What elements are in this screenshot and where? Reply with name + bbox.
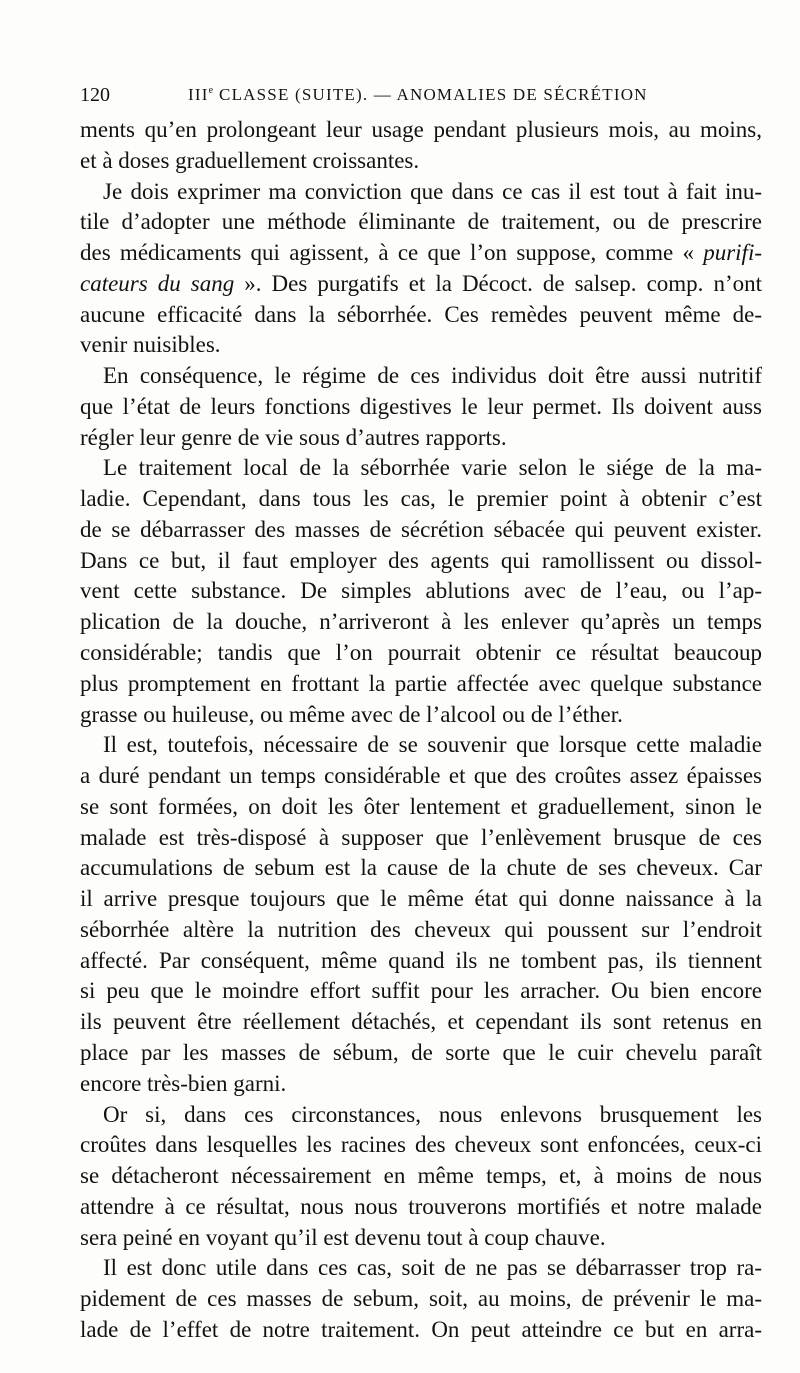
text-segment: Il est donc utile dans ces cas, soit de ne pas se débarrasser trop ra-: [103, 1255, 762, 1281]
text-line: [80, 576, 762, 607]
text-segment: des médicaments qui agissent, à ce que l’on suppose, comme «: [80, 240, 704, 266]
text-line: [80, 1192, 762, 1223]
text-segment: aucune efficacité dans la séborrhée. Ces remèdes peuvent même de-: [80, 301, 762, 327]
text-line: [80, 453, 762, 484]
text-segment: sera peiné en voyant qu’il est devenu tout à coup chauve.: [80, 1224, 606, 1250]
text-segment: ils peuvent être réellement détachés, et cependant ils sont retenus en: [80, 1009, 762, 1035]
text-segment: accumulations de sebum est la cause de la chute de ses cheveux. Car: [80, 855, 762, 881]
text-segment: En conséquence, le régime de ces individus doit être aussi nutritif: [103, 363, 762, 389]
text-line: [80, 669, 762, 700]
text-line: [80, 546, 762, 577]
text-segment: ». Des purgatifs et la Décoct. de salsep. comp. n’ont: [234, 270, 762, 296]
text-line: [80, 423, 762, 454]
text-line: [80, 853, 762, 884]
text-segment: affecté. Par conséquent, même quand ils ne tombent pas, ils tiennent: [80, 947, 762, 973]
text-segment: grasse ou huileuse, ou même avec de l’alcool ou de l’éther.: [80, 701, 623, 727]
text-segment: si peu que le moindre effort suffit pour les arracher. Ou bien encore: [80, 978, 762, 1004]
paragraph: [80, 1100, 762, 1254]
running-head-class-suffix: e: [208, 85, 214, 96]
text-line: [80, 1007, 762, 1038]
text-line: [80, 1284, 762, 1315]
text-line: [80, 361, 762, 392]
text-segment: place par les masses de sébum, de sorte que le cuir chevelu paraît: [80, 1039, 762, 1065]
text-line: [80, 638, 762, 669]
text-line: [80, 792, 762, 823]
paragraph: [80, 361, 762, 453]
text-segment: Or si, dans ces circonstances, nous enlevons brusquement les: [103, 1101, 762, 1127]
text-segment: et à doses graduellement croissantes.: [80, 147, 420, 173]
text-segment: séborrhée altère la nutrition des cheveux qui poussent sur l’endroit: [80, 916, 762, 942]
text-line: [80, 1161, 762, 1192]
text-line: [80, 1038, 762, 1069]
text-segment: que l’état de leurs fonctions digestives le leur permet. Ils doivent auss: [80, 393, 762, 419]
text-segment: vent cette substance. De simples ablutions avec de l’eau, ou l’ap-: [80, 578, 762, 604]
text-segment: a duré pendant un temps considérable et que des croûtes assez épaisses: [80, 763, 762, 789]
text-line: [80, 515, 762, 546]
running-head-class-numeral: III: [188, 85, 209, 104]
paragraph: [80, 1253, 762, 1345]
text-segment: plus promptement en frottant la partie affectée avec quelque substance: [80, 670, 762, 696]
paragraph: [80, 453, 762, 730]
text-segment: il arrive presque toujours que le même état qui donne naissance à la: [80, 886, 762, 912]
text-segment: malade est très-disposé à supposer que l’enlèvement brusque de ces: [80, 824, 762, 850]
text-line: [80, 1069, 762, 1100]
body-text: [80, 115, 762, 1346]
text-segment: venir nuisibles.: [80, 332, 221, 358]
text-line: [80, 269, 762, 300]
text-segment: croûtes dans lesquelles les racines des cheveux sont enfoncées, ceux-ci: [80, 1132, 762, 1158]
text-line: [80, 1253, 762, 1284]
text-line: [80, 330, 762, 361]
text-segment: ments qu’en prolongeant leur usage pendant plusieurs mois, au moins,: [80, 117, 762, 142]
paragraph: [80, 115, 762, 177]
text-line: [80, 884, 762, 915]
text-segment: Il est, toutefois, nécessaire de se souvenir que lorsque cette maladie: [103, 732, 762, 758]
paragraph: [80, 177, 762, 362]
text-line: [80, 146, 762, 177]
text-line: [80, 823, 762, 854]
text-line: [80, 1100, 762, 1131]
text-line: [80, 1130, 762, 1161]
italic-text: purifi-: [703, 240, 762, 266]
text-segment: Je dois exprimer ma conviction que dans ce cas il est tout à fait inu-: [103, 178, 762, 204]
text-line: [80, 607, 762, 638]
text-segment: pidement de ces masses de sebum, soit, au moins, de prévenir le ma-: [80, 1286, 762, 1312]
text-line: [80, 946, 762, 977]
text-segment: tile d’adopter une méthode éliminante de traitement, ou de prescrire: [80, 209, 762, 235]
text-line: [80, 761, 762, 792]
text-segment: régler leur genre de vie sous d’autres rapports.: [80, 424, 507, 450]
text-segment: se détacheront nécessairement en même temps, et, à moins de nous: [80, 1163, 762, 1189]
text-segment: plication de la douche, n’arriveront à les enlever qu’après un temps: [80, 609, 762, 635]
text-line: [80, 1315, 762, 1346]
running-head: [188, 84, 648, 106]
text-line: [80, 238, 762, 269]
text-segment: Le traitement local de la séborrhée varie selon le siége de la ma-: [103, 455, 762, 481]
text-segment: se sont formées, on doit les ôter lentement et graduellement, sinon le: [80, 793, 762, 819]
text-segment: Dans ce but, il faut employer des agents qui ramollissent ou dissol-: [80, 547, 762, 573]
text-line: [80, 300, 762, 331]
text-segment: ladie. Cependant, dans tous les cas, le premier point à obtenir c’est: [80, 486, 762, 512]
text-line: [80, 915, 762, 946]
text-line: [80, 177, 762, 208]
text-line: [80, 392, 762, 423]
text-line: [80, 700, 762, 731]
text-line: [80, 115, 762, 146]
running-head-title: CLASSE (SUITE). — ANOMALIES DE SÉCRÉTION: [219, 85, 648, 104]
text-segment: lade de l’effet de notre traitement. On peut atteindre ce but en arra-: [80, 1316, 762, 1342]
text-line: [80, 207, 762, 238]
text-segment: attendre à ce résultat, nous nous trouverons mortifiés et notre malade: [80, 1193, 762, 1219]
text-segment: de se débarrasser des masses de sécrétion sébacée qui peuvent exister.: [80, 516, 762, 542]
text-segment: considérable; tandis que l’on pourrait obtenir ce résultat beaucoup: [80, 640, 762, 666]
paragraph: [80, 730, 762, 1099]
text-segment: encore très-bien garni.: [80, 1070, 287, 1096]
text-line: [80, 730, 762, 761]
text-line: [80, 484, 762, 515]
page-number: 120: [80, 84, 110, 106]
text-line: [80, 1223, 762, 1254]
text-line: [80, 976, 762, 1007]
italic-text: cateurs du sang: [80, 270, 235, 296]
